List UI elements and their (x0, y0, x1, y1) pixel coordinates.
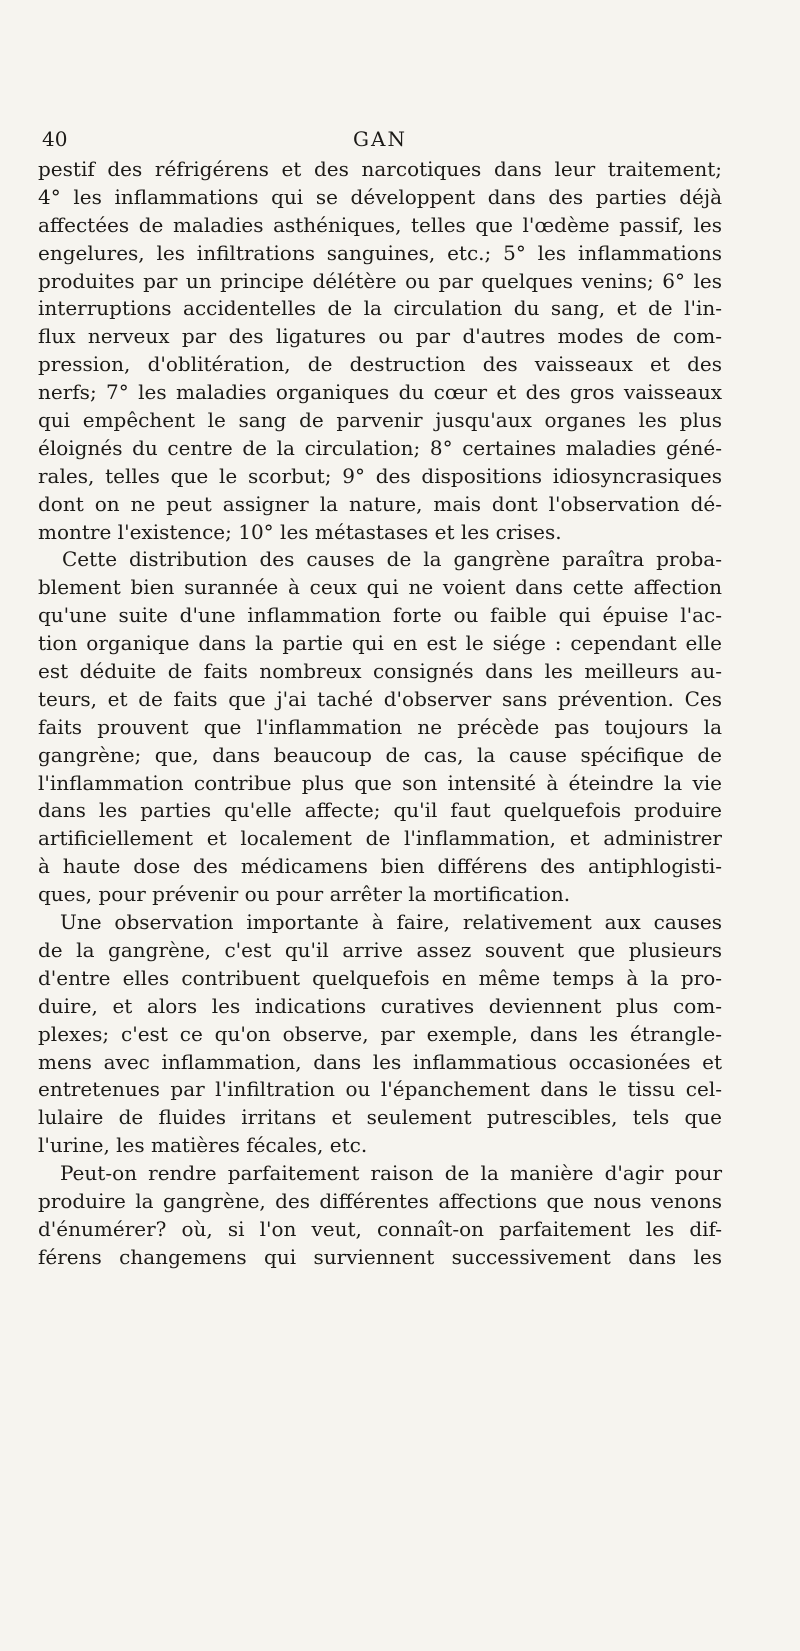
text-line: est déduite de faits nombreux consignés dans les meilleurs au- (38, 659, 722, 684)
text-line: entretenues par l'infiltration ou l'épanchement dans le tissu cel- (38, 1077, 722, 1102)
text-line: lulaire de fluides irritans et seulement putrescibles, tels que (38, 1105, 722, 1130)
text-line: produites par un principe délétère ou par quelques venins; 6° les (38, 268, 722, 293)
text-line: de la gangrène, c'est qu'il arrive assez souvent que plusieurs (38, 937, 722, 962)
page-number: 40 (42, 127, 68, 151)
running-head: GAN (353, 127, 407, 151)
text-line: montre l'existence; 10° les métastases et les crises. (38, 519, 562, 544)
text-line: dans les parties qu'elle affecte; qu'il faut quelquefois produire (38, 798, 722, 823)
text-line: nerfs; 7° les maladies organiques du cœur et des gros vaisseaux (38, 380, 722, 405)
text-line: qu'une suite d'une inflammation forte ou faible qui épuise l'ac- (38, 603, 722, 628)
text-line: éloignés du centre de la circulation; 8° certaines maladies géné- (38, 435, 722, 460)
text-line: l'urine, les matières fécales, etc. (38, 1133, 368, 1158)
text-line: à haute dose des médicamens bien différens des antiphlogisti- (38, 854, 722, 879)
text-line: 4° les inflammations qui se développent dans des parties déjà (38, 184, 722, 209)
text-line: mens avec inflammation, dans les inflammatious occasionées et (38, 1049, 722, 1074)
text-line: Une observation importante à faire, relativement aux causes (60, 910, 722, 935)
text-line: produire la gangrène, des différentes affections que nous venons (38, 1188, 722, 1213)
text-line: blement bien surannée à ceux qui ne voient dans cette affection (38, 575, 722, 600)
text-line: rales, telles que le scorbut; 9° des dispositions idiosyncrasiques (38, 463, 722, 488)
text-line: l'inflammation contribue plus que son intensité à éteindre la vie (38, 770, 722, 795)
body-text (38, 156, 722, 1272)
text-line: faits prouvent que l'inflammation ne précède pas toujours la (38, 714, 722, 739)
text-line: flux nerveux par des ligatures ou par d'autres modes de com- (38, 324, 722, 349)
page-header (38, 124, 722, 154)
text-line: pestif des réfrigérens et des narcotiques dans leur traitement; (38, 157, 722, 181)
text-line: Peut-on rendre parfaitement raison de la manière d'agir pour (60, 1161, 722, 1186)
text-line: Cette distribution des causes de la gangrène paraîtra proba- (62, 547, 722, 572)
text-line: d'énumérer? où, si l'on veut, connaît-on parfaitement les dif- (38, 1216, 722, 1241)
text-line: affectées de maladies asthéniques, telles que l'œdème passif, les (38, 212, 722, 237)
text-line: dont on ne peut assigner la nature, mais dont l'observation dé- (38, 491, 722, 516)
paragraph-2 (38, 546, 722, 909)
text-line: férens changemens qui surviennent successivement dans les (38, 1244, 722, 1269)
text-line: qui empêchent le sang de parvenir jusqu'aux organes les plus (38, 408, 722, 433)
text-line: artificiellement et localement de l'inflammation, et administrer (38, 826, 722, 851)
text-line: duire, et alors les indications curatives deviennent plus com- (38, 993, 722, 1018)
text-line: plexes; c'est ce qu'on observe, par exemple, dans les étrangle- (38, 1021, 722, 1046)
paragraph-4 (38, 1160, 722, 1272)
paragraph-1 (38, 156, 722, 546)
text-line: tion organique dans la partie qui en est le siége : cependant elle (38, 631, 722, 656)
text-line: teurs, et de faits que j'ai taché d'observer sans prévention. Ces (38, 686, 722, 711)
paragraph-3 (38, 909, 722, 1160)
text-line: pression, d'oblitération, de destruction des vaisseaux et des (38, 352, 722, 377)
text-line: engelures, les infiltrations sanguines, etc.; 5° les inflammations (38, 240, 722, 265)
text-line: d'entre elles contribuent quelquefois en même temps à la pro- (38, 965, 722, 990)
text-line: ques, pour prévenir ou pour arrêter la mortification. (38, 882, 571, 907)
text-line: interruptions accidentelles de la circulation du sang, et de l'in- (38, 296, 722, 321)
text-line: gangrène; que, dans beaucoup de cas, la cause spécifique de (38, 742, 722, 767)
